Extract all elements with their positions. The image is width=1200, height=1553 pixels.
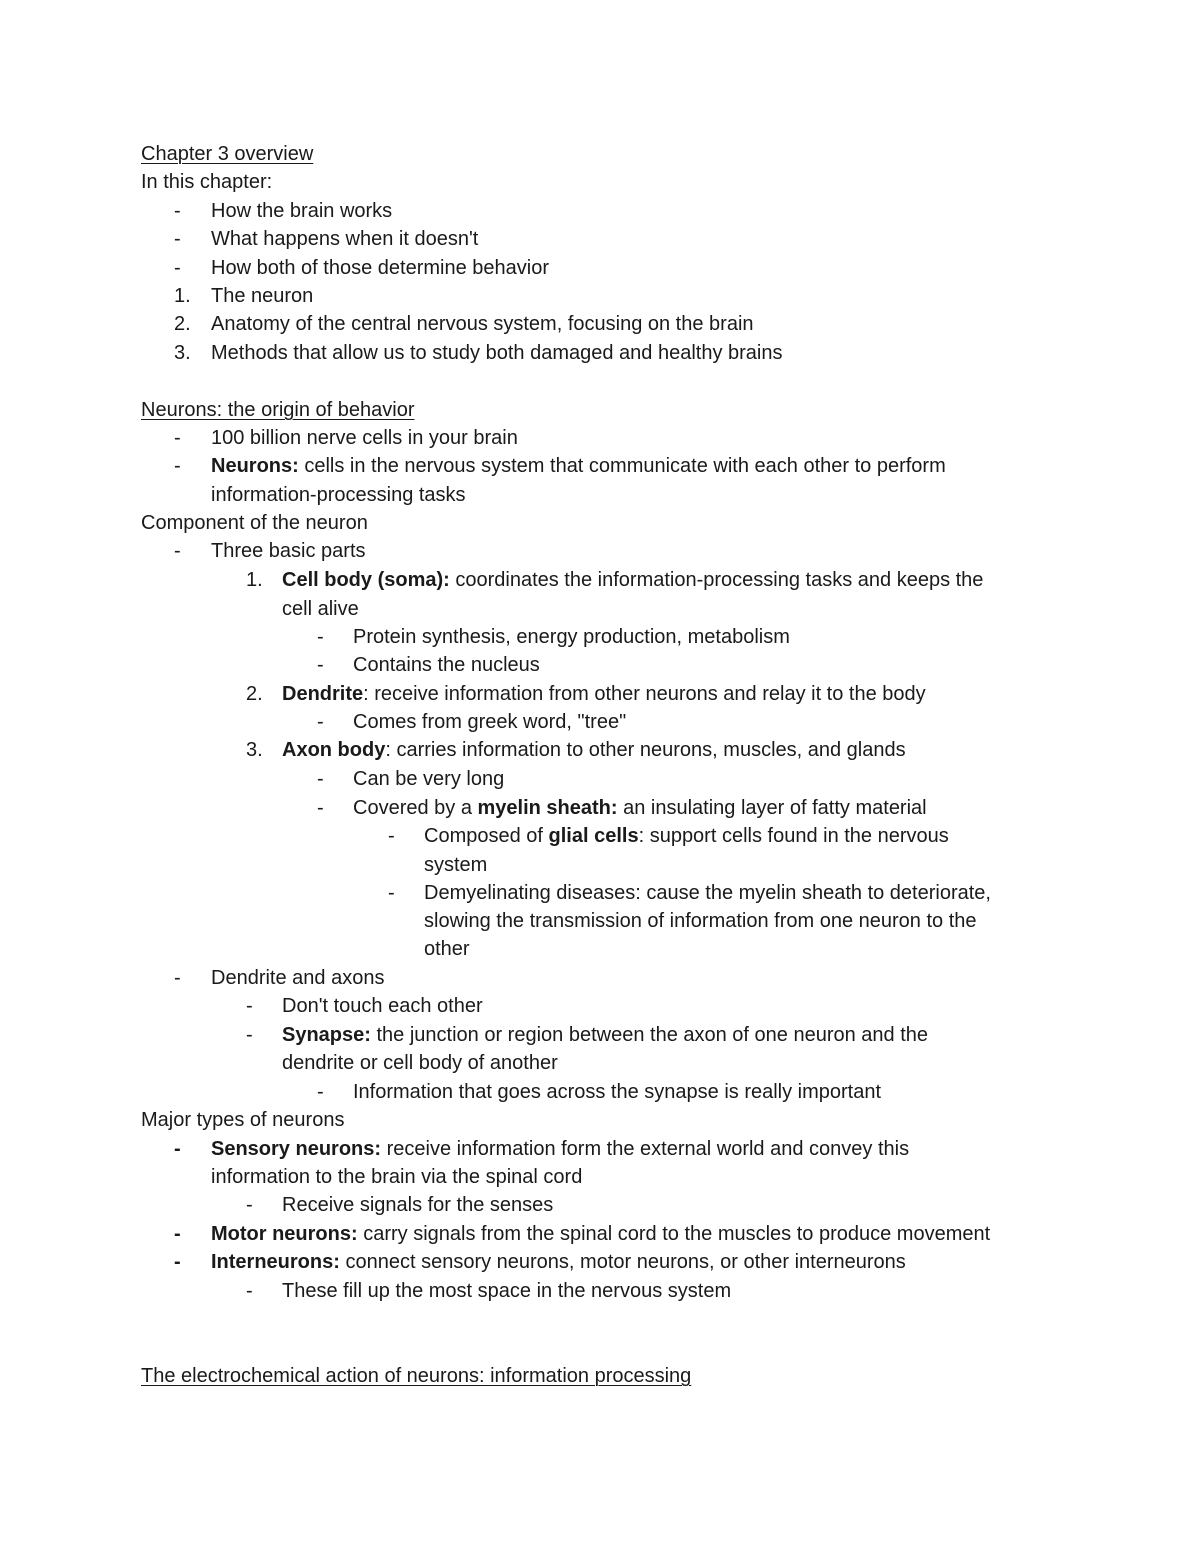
list-marker: -: [317, 1081, 324, 1103]
list-marker: -: [174, 257, 181, 279]
list-marker: 3.: [246, 739, 263, 761]
section-heading-electrochemical: The electrochemical action of neurons: information processing: [141, 1365, 692, 1387]
list-marker: -: [174, 1251, 181, 1273]
list-marker: -: [317, 768, 324, 790]
term: myelin sheath:: [477, 797, 618, 819]
list-item-continuation: information to the brain via the spinal cord: [211, 1166, 583, 1188]
section-heading-neurons: Neurons: the origin of behavior: [141, 399, 415, 421]
list-item-continuation: cell alive: [282, 598, 359, 620]
document-page: Chapter 3 overview In this chapter: - How the brain works - What happens when it doesn't - How both of those determine behavior 1. The neuron 2. Anatomy of the central nervous system, focusing on the brain 3. Methods that allow us to study both damaged and healthy brains Neurons: the origin of behavior - 100 billion nerve cells in your brain - Neurons: cells in the nervous system that communicate with each other to perform information-processing tasks Component of the neuron - Three basic parts 1. Cell body (soma): coordinates the information-processing tasks and keeps the cell alive - Protein synthesis, energy production, metabolism - Contains the nucleus 2. Dendrite: receive information from other neurons and relay it to the body - Comes from greek word, "tree" 3. Axon body: carries information to other neurons, muscles, and glands - Can be very long - Covered by a myelin sheath: an insulating layer of fatty material - Composed of glial cells: support cells found in the nervous system - Demyelinating diseases: cause the myelin sheath to deteriorate, slowing the transmission of information from one neuron to the other - Dendrite and axons - Don't touch each other - Synapse: the junction or region between the axon of one neuron and the dendrite or cell body of another - Information that goes across the synapse is really important Major types of neurons - Sensory neurons: receive information form the external world and convey this information to the brain via the spinal cord - Receive signals for the senses - Motor neurons: carry signals from the spinal cord to the muscles to produce movement - Interneurons: connect sensory neurons, motor neurons, or other interneurons - These fill up the most space in the nervous system The electrochemical action of neurons: information processing: [0, 0, 1200, 1553]
list-marker: -: [388, 882, 395, 904]
list-marker: -: [317, 626, 324, 648]
list-marker: 3.: [174, 342, 191, 364]
term: Axon body: [282, 739, 386, 761]
list-marker: -: [174, 455, 181, 477]
list-marker: -: [317, 654, 324, 676]
list-marker: -: [246, 1024, 253, 1046]
list-item-continuation: information-processing tasks: [211, 484, 466, 506]
list-item-continuation: dendrite or cell body of another: [282, 1052, 558, 1074]
list-marker: -: [174, 1223, 181, 1245]
list-item-continuation: system: [424, 854, 488, 876]
term: Cell body (soma):: [282, 569, 450, 591]
list-marker: -: [388, 825, 395, 847]
list-marker: -: [174, 228, 181, 250]
term: Dendrite: [282, 683, 364, 705]
list-marker: -: [317, 797, 324, 819]
list-marker: -: [174, 967, 181, 989]
section-heading-component: Component of the neuron: [141, 512, 368, 534]
list-marker: -: [246, 1280, 253, 1302]
list-marker: -: [246, 995, 253, 1017]
list-item-continuation: slowing the transmission of information from one neuron to the: [424, 910, 977, 932]
list-marker: 2.: [246, 683, 263, 705]
section-heading-types: Major types of neurons: [141, 1109, 345, 1131]
term: Motor neurons:: [211, 1223, 358, 1245]
list-marker: 1.: [174, 285, 191, 307]
list-marker: -: [246, 1194, 253, 1216]
list-marker: -: [174, 200, 181, 222]
term: Sensory neurons:: [211, 1138, 382, 1160]
term: Interneurons:: [211, 1251, 340, 1273]
list-marker: 2.: [174, 313, 191, 335]
list-marker: 1.: [246, 569, 263, 591]
term: glial cells: [548, 825, 639, 847]
section-heading-overview: Chapter 3 overview: [141, 143, 314, 165]
term: Synapse:: [282, 1024, 371, 1046]
list-marker: -: [174, 427, 181, 449]
term: Neurons:: [211, 455, 299, 477]
list-marker: -: [174, 540, 181, 562]
list-item-continuation: other: [424, 938, 470, 960]
overview-intro: In this chapter:: [141, 171, 273, 193]
list-marker: -: [174, 1138, 181, 1160]
list-marker: -: [317, 711, 324, 733]
